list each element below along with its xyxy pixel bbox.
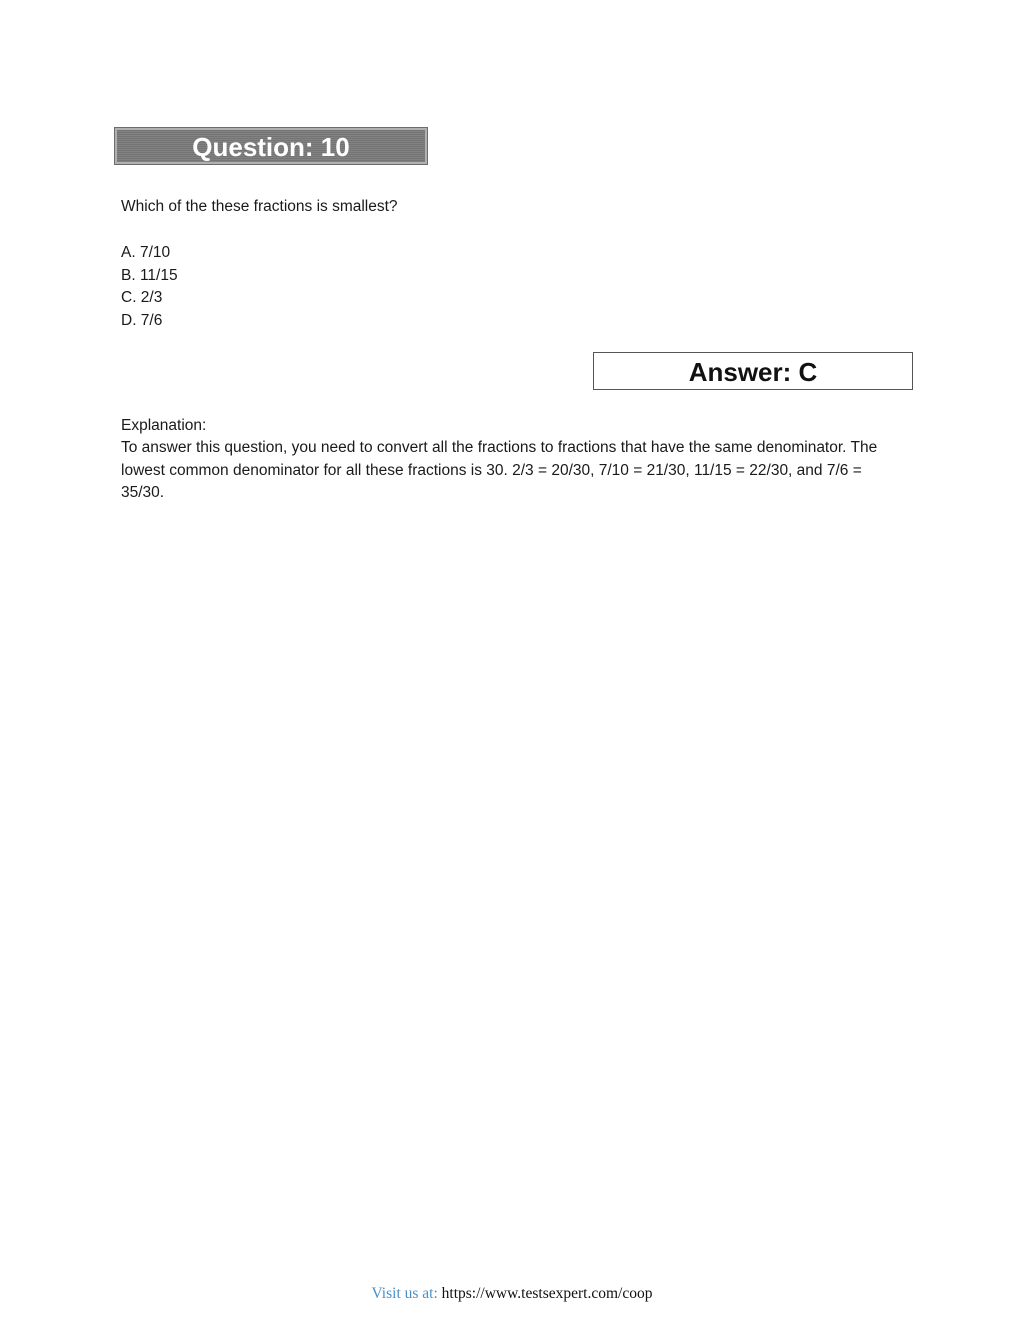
option-d: D. 7/6 xyxy=(121,311,163,329)
explanation-label: Explanation: xyxy=(121,417,207,434)
question-heading: Question: 10 xyxy=(115,128,427,164)
footer-visit-label: Visit us at: xyxy=(371,1285,438,1302)
explanation-body: To answer this question, you need to convert all the fractions to fractions that have the same denominator. The lowest common denominator for all these fractions is 30. 2/3 = 20/30, 7/10 = 21/30, 11/15 = 22/30, and 7/6 = 35/30. xyxy=(121,439,878,502)
answer-box: Answer: C xyxy=(593,352,913,390)
answer-options-list xyxy=(121,242,178,332)
option-b: B. 11/15 xyxy=(121,266,178,284)
question-text: Which of the these fractions is smallest? xyxy=(121,198,398,215)
option-c: C. 2/3 xyxy=(121,289,163,307)
footer-url-link[interactable]: https://www.testsexpert.com/coop xyxy=(441,1285,653,1302)
option-a: A. 7/10 xyxy=(121,244,171,261)
footer xyxy=(0,1285,1024,1303)
